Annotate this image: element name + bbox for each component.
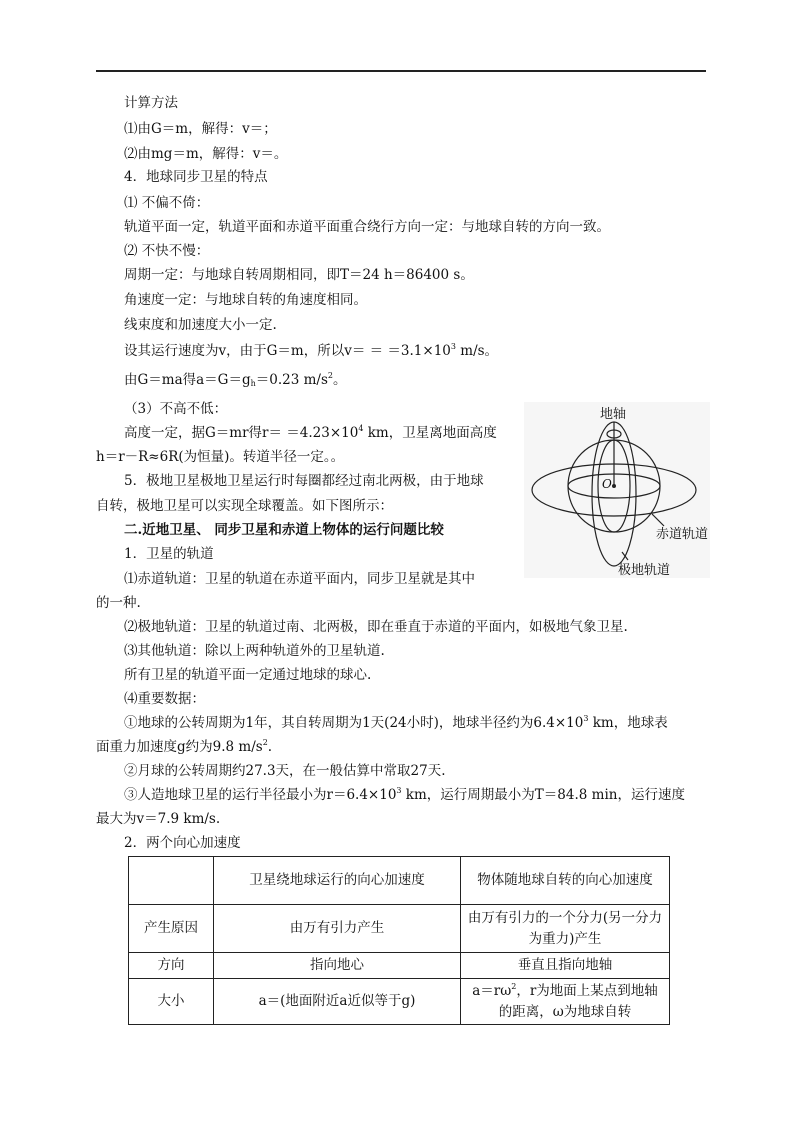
table-row xyxy=(129,979,670,1025)
text-line: 计算方法 xyxy=(124,95,178,111)
center-dot xyxy=(612,484,616,488)
table-cell xyxy=(129,857,214,905)
text-line: ⑵ 不快不慢： xyxy=(124,243,210,259)
table-row xyxy=(129,953,670,979)
table-header-row xyxy=(129,857,670,905)
text-line: 最大为v＝7.9 km/s. xyxy=(96,811,221,827)
text-line: ②月球的公转周期约27.3天，在一般估算中常取27天. xyxy=(124,763,446,779)
section-heading: 2．两个向心加速度 xyxy=(124,835,241,851)
text-line: 设其运行速度为v，由于G＝m，所以$v= = =3.1\times 10^3$ m/s。 xyxy=(124,342,499,359)
table-cell: 产生原因 xyxy=(129,905,214,953)
text-line: ⑴赤道轨道：卫星的轨道在赤道平面内，同步卫星就是其中 xyxy=(124,571,475,587)
text-line: 5．极地卫星极地卫星运行时每圈都经过南北两极，由于地球 xyxy=(124,473,484,489)
text-line: 面重力加速度g约为9.8 $m/s^2$. xyxy=(96,738,273,755)
text-line: ⑵由mg＝m，解得：v＝。 xyxy=(124,146,288,162)
table-cell: 卫星绕地球运行的向心加速度 xyxy=(214,857,461,905)
text-line: 由G＝ma得$a=G=g_h=0.23$ $m/s^2$。 xyxy=(124,371,347,388)
text-line: 轨道平面一定，轨道平面和赤道平面重合绕行方向一定：与地球自转的方向一致。 xyxy=(124,219,610,235)
table-row xyxy=(129,905,670,953)
acceleration-table xyxy=(128,856,670,1025)
text-line: 1．卫星的轨道 xyxy=(124,546,214,562)
center-label: O xyxy=(602,477,612,491)
text-line: 高度一定，据G＝mr得$r= =4.23\times 10^4$ km，卫星离地面高度 xyxy=(124,424,497,441)
text-line: ⑶其他轨道：除以上两种轨道外的卫星轨道. xyxy=(124,643,385,659)
equator-leader xyxy=(652,514,664,526)
text-line: 线束度和加速度大小一定. xyxy=(124,317,277,333)
text-line: 角速度一定：与地球自转的角速度相同。 xyxy=(124,292,367,308)
table-cell: 垂直且指向地轴 xyxy=(461,953,670,979)
section-heading: 二.近地卫星、 同步卫星和赤道上物体的运行问题比较 xyxy=(124,522,444,538)
header-rule xyxy=(96,70,706,72)
table-cell: 指向地心 xyxy=(214,953,461,979)
table-cell: 由万有引力产生 xyxy=(214,905,461,953)
table-cell: 大小 xyxy=(129,979,214,1025)
table-cell: 方向 xyxy=(129,953,214,979)
text-line: 自转，极地卫星可以实现全球覆盖。如下图所示： xyxy=(96,498,393,514)
text-line: ①地球的公转周期为1年，其自转周期为1天(24小时)，地球半径约为$6.4\times 10^3$ km，地球表 xyxy=(124,714,668,731)
axis-label: 地轴 xyxy=(600,407,627,422)
text-line: ⑵极地轨道：卫星的轨道过南、北两极，即在垂直于赤道的平面内，如极地气象卫星. xyxy=(124,619,628,635)
text-line: 所有卫星的轨道平面一定通过地球的球心. xyxy=(124,667,372,683)
text-line: ⑷重要数据： xyxy=(124,691,205,707)
polar-orbit-label: 极地轨道 xyxy=(618,563,671,578)
text-line: （3）不高不低： xyxy=(124,401,228,417)
orbit-diagram-svg xyxy=(524,402,710,578)
table-cell: 物体随地球自转的向心加速度 xyxy=(461,857,670,905)
table-cell: $a=r\omega^2$，r为地面上某点到地轴的距离，ω为地球自转 xyxy=(461,979,670,1025)
text-line: 的一种. xyxy=(96,595,141,611)
text-line: h＝r－R≈6R(为恒量)。转道半径一定。。 xyxy=(96,449,345,465)
table-cell: a＝(地面附近a近似等于g) xyxy=(214,979,461,1025)
equator-orbit-label: 赤道轨道 xyxy=(656,527,709,542)
orbit-diagram xyxy=(524,402,710,578)
text-line: ⑴ 不偏不倚： xyxy=(124,195,210,211)
section-heading: 4．地球同步卫星的特点 xyxy=(124,169,268,185)
text-line: ⑴由G＝m，解得：v＝； xyxy=(124,121,277,137)
text-line: 周期一定：与地球自转周期相同，即T＝24 h＝86400 s。 xyxy=(124,267,474,283)
text-line: ③人造地球卫星的运行半径最小为$r=6.4\times 10^3$ km，运行周期最小为T＝84.8 min，运行速度 xyxy=(124,786,685,803)
table-cell: 由万有引力的一个分力(另一分力为重力)产生 xyxy=(461,905,670,953)
